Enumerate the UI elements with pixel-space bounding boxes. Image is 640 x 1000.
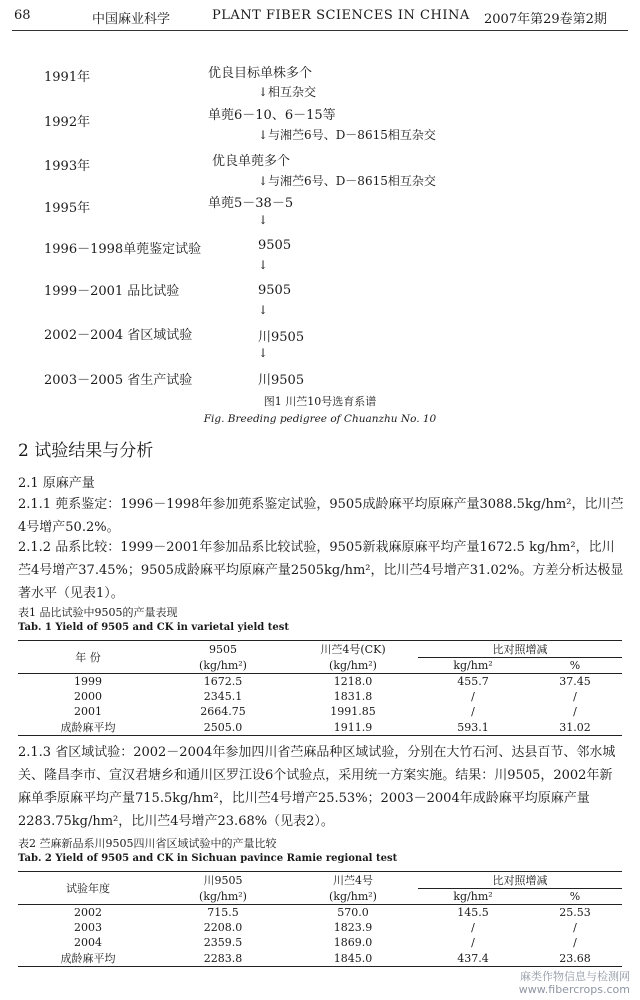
paragraph-2-1-3: 2.1.3 省区域试验：2002－2004年参加四川省苎麻品种区域试验，分别在大竹石河、达县百节、邻水城关、隆昌李市、宣汉君塘乡和通川区罗江设6个试验点，采用统一方案实施。结果：川9505，2002年新麻单季原麻平均产量715.5kg/hm²，比川苎4号增产25.53%；2003－2004年成龄麻平均原麻产量2283.75kg/hm²，比川苎4号增产23.68%（见表2）。 [18,745,616,829]
table-cell: / [471,921,475,934]
table-row [18,719,622,736]
pedigree-year-1996: 1996－1998单蔸鉴定试验 [44,242,202,257]
table2-header-year: 试验年度 [18,872,158,905]
table-cell: 437.4 [457,951,489,965]
table-cell: / [573,936,577,949]
table-cell: 2283.8 [203,951,243,965]
table1-unit-pct: % [569,659,581,672]
pedigree-node-6: 9505 [258,283,292,298]
pedigree-arrow-6: ↓ [258,303,269,317]
table-cell: / [573,921,577,934]
table-cell: 2000 [74,690,102,703]
journal-title-cn: 中国麻业科学 [92,12,171,27]
page-number: 68 [14,8,31,23]
table2-header-9505: 川9505 [203,874,243,888]
table1-header-9505: 9505 [209,642,237,656]
table-cell: 1911.9 [333,720,373,734]
table-cell: 2345.1 [203,690,243,703]
table1-caption-en: Tab. 1 Yield of 9505 and CK in varietal yield test [18,622,290,633]
pedigree-year-1993: 1993年 [44,159,91,174]
table-row [18,920,622,935]
header-rule [12,30,628,31]
table-cell: 2001 [74,705,102,718]
table1-header-compare: 比对照增减 [418,641,622,658]
table-cell: / [471,936,475,949]
table2-caption-cn: 表2 苎麻新品系川9505四川省区域试验中的产量比较 [18,837,277,850]
issue-info: 2007年第29卷第2期 [484,12,607,27]
pedigree-arrow-3: ↓与湘苎6号、D－8615相互杂交 [258,174,436,188]
table-cell: 2505.0 [203,720,243,734]
table-row [18,689,622,704]
table-cell: 2003 [74,921,102,934]
table-cell: 37.45 [559,675,591,688]
table-cell: 593.1 [457,720,489,734]
paragraph-2-1-1: 2.1.1 蔸系鉴定：1996－1998年参加蔸系鉴定试验，9505成龄麻平均原麻产量3088.5kg/hm²，比川苎4号增产50.2%。 [18,497,624,535]
pedigree-arrow-4: ↓ [258,213,269,227]
pedigree-year-2002: 2002－2004 省区域试验 [44,328,193,343]
pedigree-arrow-1: ↓相互杂交 [258,85,317,99]
table-cell: 23.68 [559,951,591,965]
pedigree-year-2003: 2003－2005 省生产试验 [44,373,193,388]
table2 [18,871,622,967]
pedigree-node-4: 单蔸5－38－5 [208,196,294,211]
table-cell: 25.53 [559,906,591,919]
watermark-line-2: www.fibercrops.com [518,983,630,996]
table-cell: / [471,705,475,718]
table-row [18,704,622,719]
pedigree-year-1991: 1991年 [44,70,91,85]
table-cell: / [471,690,475,703]
table1-unit-ck: (kg/hm²) [329,658,377,672]
table1-unit-9505: (kg/hm²) [199,658,247,672]
pedigree-arrow-2: ↓与湘苎6号、D－8615相互杂交 [258,128,436,142]
table-cell: 2664.75 [200,705,246,718]
table-row [18,905,622,921]
pedigree-node-5: 9505 [258,238,292,253]
table-cell: 1869.0 [333,936,373,949]
table2-unit-kg: kg/hm² [453,890,493,903]
table2-caption-en: Tab. 2 Yield of 9505 and CK in Sichuan pavince Ramie regional test [18,853,398,864]
table1-header-ck: 川苎4号(CK) [320,643,386,657]
table-cell: 715.5 [207,906,239,919]
pedigree-node-7: 川9505 [258,330,305,345]
pedigree-year-1999: 1999－2001 品比试验 [44,284,180,299]
section-heading: 2 试验结果与分析 [18,441,154,461]
table2-header-ck: 川苎4号 [333,874,373,888]
table-cell: 1672.5 [203,675,243,688]
table1-header-year: 年 份 [18,641,158,674]
table-cell: 145.5 [457,906,489,919]
pedigree-arrow-5: ↓ [258,258,269,272]
table2-unit-pct: % [569,890,581,903]
table-cell: 455.7 [457,675,489,688]
table-cell: 1991.85 [330,705,376,718]
table2-unit-9505: (kg/hm²) [199,889,247,903]
pedigree-node-2: 单蔸6－10、6－15等 [208,108,336,123]
table-cell: 2004 [74,936,102,949]
pedigree-node-8: 川9505 [258,373,305,388]
table-row [18,674,622,690]
paragraph-2-1-2: 2.1.2 品系比较：1999－2001年参加品系比较试验，9505新栽麻原麻平均产量1672.5 kg/hm²，比川苎4号增产37.45%；9505成龄麻平均原麻产量2505kg/hm²，比川苎4号增产31.02%。方差分析达极显著水平（见表1）。 [18,540,624,601]
table-cell: 2208.0 [203,921,243,934]
pedigree-node-3: 优良单蔸多个 [212,154,291,169]
table-cell: 1823.9 [333,921,373,934]
table-cell: / [573,690,577,703]
table-cell: / [573,705,577,718]
watermark-line-1: 麻类作物信息与检测网 [520,970,630,983]
figure-caption-en: Fig. Breeding pedigree of Chuanzhu No. 10 [203,413,437,425]
pedigree-node-1: 优良目标单株多个 [208,66,313,81]
pedigree-year-1995: 1995年 [44,201,91,216]
table-cell: 2002 [74,906,102,919]
table-cell: 1831.8 [333,690,373,703]
table-cell: 570.0 [337,906,369,919]
figure-caption-cn: 图1 川苎10号选育系谱 [263,395,377,408]
table-cell: 1218.0 [333,675,373,688]
table2-unit-ck: (kg/hm²) [329,889,377,903]
table-row [18,950,622,967]
table-cell: 成龄麻平均 [60,952,116,965]
table-cell: 1845.0 [333,951,373,965]
table1 [18,640,622,736]
subsection-heading: 2.1 原麻产量 [18,476,95,491]
pedigree-year-1992: 1992年 [44,115,91,130]
table-cell: 1999 [74,675,102,688]
pedigree-arrow-7: ↓ [258,346,269,360]
journal-title-en: PLANT FIBER SCIENCES IN CHINA [212,8,470,23]
table2-header-compare: 比对照增减 [418,872,622,889]
table-cell: 成龄麻平均 [60,721,116,734]
table-cell: 31.02 [559,720,591,734]
table-row [18,935,622,950]
table1-caption-cn: 表1 品比试验中9505的产量表现 [18,606,178,619]
table1-unit-kg: kg/hm² [453,659,493,672]
table-cell: 2359.5 [203,936,243,949]
